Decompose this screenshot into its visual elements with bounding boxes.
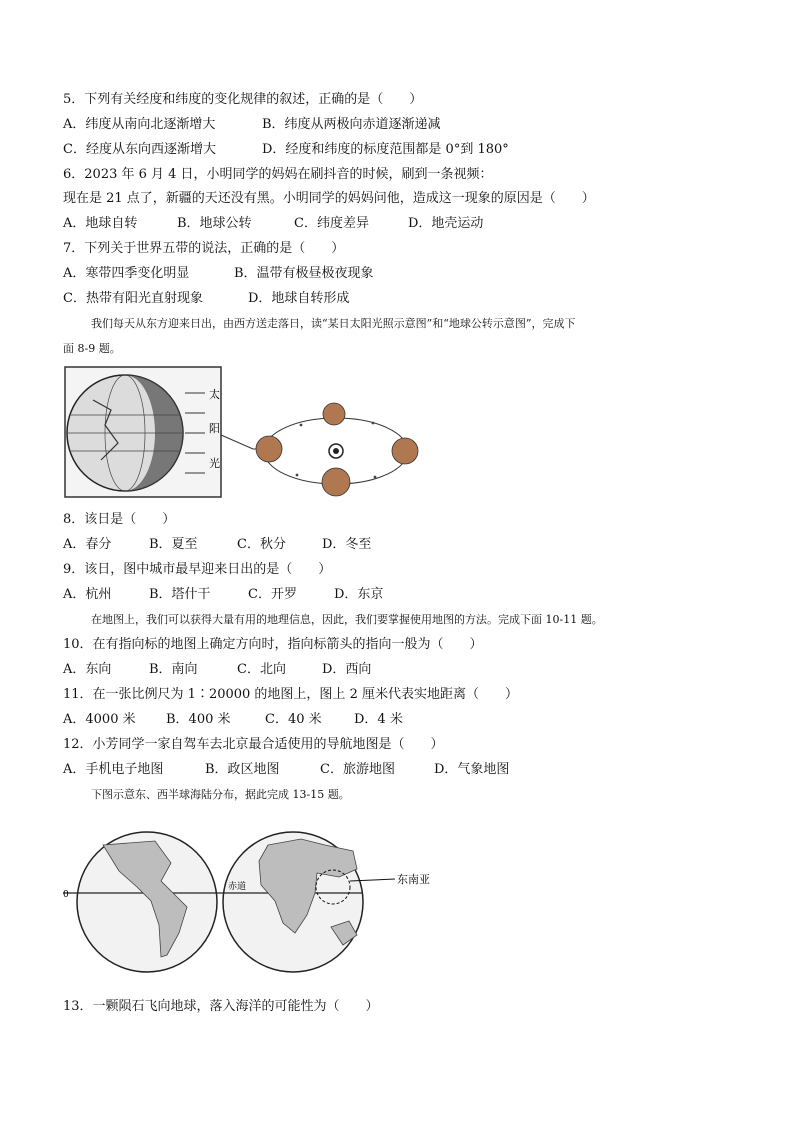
intro-13-15: 下图示意东、西半球海陆分布，据此完成 13-15 题。: [91, 788, 350, 801]
q12-option-d: D．气象地图: [434, 762, 510, 777]
q10-option-b: B．南向: [149, 662, 198, 677]
q12-option-a: A．手机电子地图: [63, 762, 164, 777]
q6-stem-line1: 6．2023 年 6 月 4 日，小明同学的妈妈在刷抖音的时候，刷到一条视频：: [63, 167, 493, 182]
intro-8-9-line2: 面 8-9 题。: [63, 342, 121, 355]
q9-option-a: A．杭州: [63, 587, 112, 602]
earth-position-right-icon: [392, 438, 418, 464]
sunlight-label-3: 光: [209, 457, 220, 470]
sunlight-revolution-figure: [63, 365, 433, 500]
q5-option-c: C．经度从东向西逐渐增大: [63, 142, 216, 157]
q6-option-b: B．地球公转: [177, 216, 252, 231]
q6-stem-line2: 现在是 21 点了，新疆的天还没有黑。小明同学的妈妈问他，造成这一现象的原因是（ ）: [63, 191, 595, 206]
earth-position-top-icon: [323, 403, 345, 425]
sunlight-label-2: 阳: [209, 422, 220, 435]
q7-option-b: B．温带有极昼极夜现象: [234, 266, 374, 281]
intro-8-9-line1: 我们每天从东方迎来日出，由西方送走落日，读“某日太阳光照示意图”和“地球公转示意图”，完成下: [91, 317, 576, 330]
q12-stem: 12．小芳同学一家自驾车去北京最合适使用的导航地图是（ ）: [63, 737, 444, 752]
q12-option-b: B．政区地图: [205, 762, 280, 777]
q11-option-b: B．400 米: [166, 712, 231, 727]
q9-option-d: D．东京: [334, 587, 384, 602]
q9-option-b: B．塔什干: [149, 587, 211, 602]
q10-stem: 10．在有指向标的地图上确定方向时，指向标箭头的指向一般为（ ）: [63, 637, 483, 652]
q11-option-d: D．4 米: [354, 712, 403, 727]
q5-option-a: A．纬度从南向北逐渐增大: [63, 117, 216, 132]
q8-option-a: A．春分: [63, 537, 112, 552]
q12-option-c: C．旅游地图: [320, 762, 395, 777]
q7-option-c: C．热带有阳光直射现象: [63, 291, 203, 306]
q13-stem: 13．一颗陨石飞向地球，落入海洋的可能性为（ ）: [63, 999, 379, 1014]
q8-stem: 8．该日是（ ）: [63, 512, 176, 527]
q5-option-d: D．经度和纬度的标度范围都是 0°到 180°: [262, 142, 509, 157]
intro-10-11: 在地图上，我们可以获得大量有用的地理信息，因此，我们要掌握使用地图的方法。完成下面 10-11 题。: [91, 613, 603, 626]
q8-option-b: B．夏至: [149, 537, 198, 552]
q11-option-c: C．40 米: [265, 712, 322, 727]
q10-option-c: C．北向: [237, 662, 286, 677]
q8-option-d: D．冬至: [322, 537, 372, 552]
earth-position-bottom-icon: [322, 468, 350, 496]
southeast-asia-label: 东南亚: [397, 873, 430, 886]
q5-stem: 5．下列有关经度和纬度的变化规律的叙述，正确的是（ ）: [63, 92, 423, 107]
q9-stem: 9．该日，图中城市最早迎来日出的是（ ）: [63, 562, 332, 577]
q11-option-a: A．4000 米: [63, 712, 136, 727]
q6-option-d: D．地壳运动: [408, 216, 484, 231]
q5-option-b: B．纬度从两极向赤道逐渐递减: [262, 117, 441, 132]
q6-option-c: C．纬度差异: [294, 216, 369, 231]
q11-stem: 11．在一张比例尺为 1∶20000 的地图上，图上 2 厘米代表实地距离（ ）: [63, 687, 518, 702]
equator-label: 赤道: [228, 882, 247, 892]
q10-option-a: A．东向: [63, 662, 112, 677]
q10-option-d: D．西向: [322, 662, 372, 677]
q7-stem: 7．下列关于世界五带的说法，正确的是（ ）: [63, 241, 345, 256]
sunlight-label-1: 太: [209, 388, 220, 401]
hemispheres-figure: [63, 815, 463, 990]
q7-option-a: A．寒带四季变化明显: [63, 266, 190, 281]
q9-option-c: C．开罗: [248, 587, 297, 602]
q7-option-d: D．地球自转形成: [248, 291, 350, 306]
q8-option-c: C．秋分: [237, 537, 286, 552]
earth-position-left-icon: [256, 436, 282, 462]
equator-zero-label: 0: [63, 890, 69, 900]
q6-option-a: A．地球自转: [63, 216, 138, 231]
